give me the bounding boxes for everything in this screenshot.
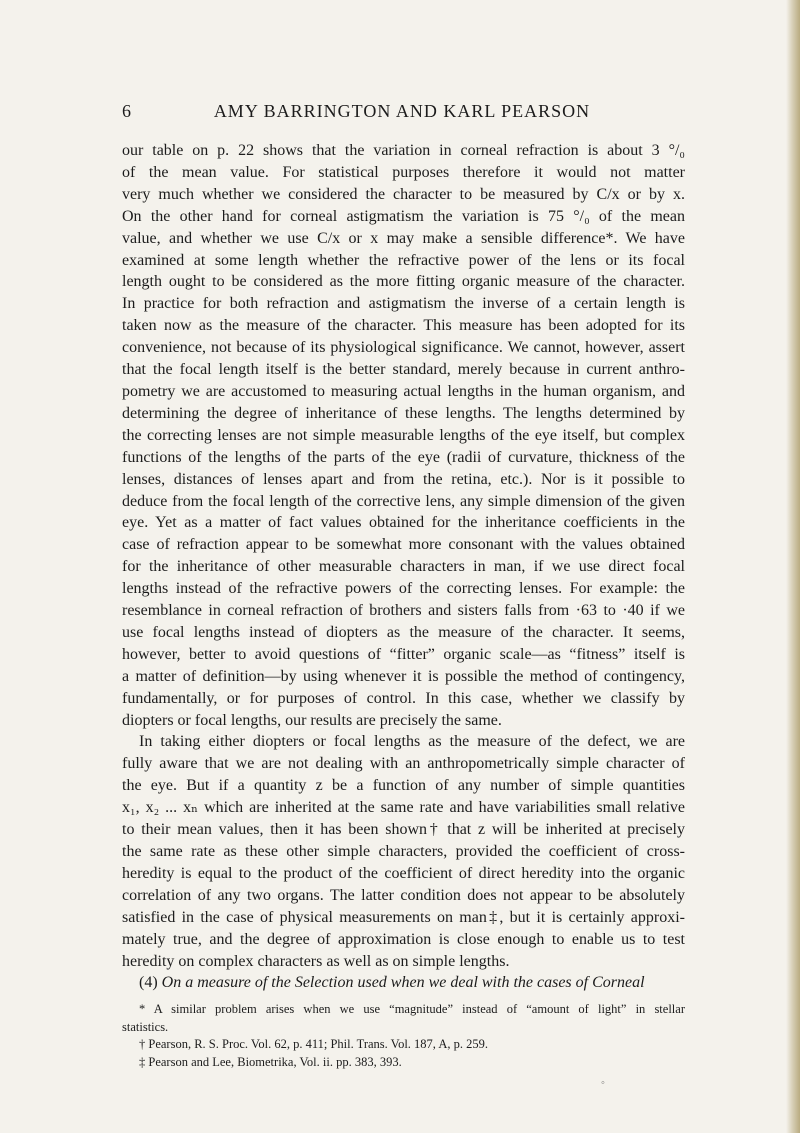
- body-line: diopters or focal lengths, our results are precisely the same.: [122, 711, 502, 729]
- running-title: AMY BARRINGTON AND KARL PEARSON: [213, 101, 591, 121]
- footnote-line: ‡ Pearson and Lee, Biometrika, Vol. ii. pp. 383, 393.: [139, 1054, 402, 1069]
- body-line: heredity on complex characters as well as on simple lengths.: [122, 952, 510, 970]
- body-line: heredity is equal to the product of the coefficient of direct heredity into the organic: [122, 864, 685, 882]
- body-line: fundamentally, or for purposes of control. In this case, whether we classify by: [122, 689, 685, 707]
- section-heading: [122, 972, 685, 994]
- footnote-line: * A similar problem arises when we use “magnitude” instead of “amount of light” in stellar: [139, 1002, 685, 1016]
- body-line: functions of the lengths of the parts of the eye (radii of curvature, thickness of the: [122, 448, 685, 466]
- body-line: correlation of any two organs. The latter condition does not appear to be absolutely: [122, 886, 685, 904]
- body-line: taken now as the measure of the character. This measure has been adopted for its: [122, 317, 685, 335]
- footnote-line: † Pearson, R. S. Proc. Vol. 62, p. 411; Phil. Trans. Vol. 187, A, p. 259.: [139, 1037, 489, 1051]
- body-line: fully aware that we are not dealing with an anthropometrically simple character of: [122, 755, 685, 773]
- body-line: the correcting lenses are not simple measurable lengths of the eye itself, but complex: [122, 426, 685, 444]
- body-line: length ought to be considered as the more fitting organic measure of the character.: [122, 273, 685, 291]
- page-header: [122, 101, 682, 125]
- body-line: In practice for both refraction and astigmatism the inverse of a certain length is: [122, 295, 685, 313]
- body-line: lengths instead of the refractive powers of the correcting lenses. For example: the: [122, 580, 685, 598]
- section-heading-text: On a measure of the Selection used when we deal with the cases of Corneal: [161, 974, 645, 992]
- body-line: value, and whether we use C/x or x may make a sensible difference*. We have: [122, 229, 685, 247]
- body-line: pometry we are accustomed to measuring actual lengths in the human organism, and: [122, 382, 685, 400]
- body-line: for the inheritance of other measurable characters in man, if we use direct focal: [122, 558, 685, 576]
- body-line: deduce from the focal length of the corrective lens, any simple dimension of the given: [122, 492, 685, 510]
- body-line: In taking either diopters or focal lengths as the measure of the defect, we are: [139, 733, 685, 751]
- body-line: determining the degree of inheritance of these lengths. The lengths determined by: [122, 404, 685, 422]
- body-line: use focal lengths instead of diopters as the measure of the character. It seems,: [122, 623, 685, 641]
- body-line: mately true, and the degree of approximation is close enough to enable us to test: [122, 930, 685, 948]
- body-line: that the focal length itself is the better standard, merely because in current anthro-: [122, 361, 685, 379]
- body-line: examined at some length whether the refractive power of the lens or its focal: [122, 251, 685, 269]
- printer-mark: ◦: [601, 1077, 605, 1089]
- body-text: [122, 140, 685, 994]
- footnote-line: statistics.: [122, 1019, 169, 1034]
- body-line: convenience, not because of its physiological significance. We cannot, however, assert: [122, 339, 685, 357]
- body-line: resemblance in corneal refraction of brothers and sisters falls from ·63 to ·40 if we: [122, 602, 685, 620]
- page-number: 6: [122, 101, 131, 121]
- body-line: On the other hand for corneal astigmatism the variation is 75 °/₀ of the mean: [122, 207, 685, 225]
- body-line: the same rate as these other simple characters, provided the coefficient of cross-: [122, 843, 685, 860]
- body-line: our table on p. 22 shows that the variation in corneal refraction is about 3 °/₀: [122, 142, 685, 159]
- body-line: of the mean value. For statistical purposes therefore it would not matter: [122, 163, 685, 181]
- body-line: a matter of definition—by using whenever it is possible the method of contingency,: [122, 667, 685, 685]
- body-line: to their mean values, then it has been shown† that z will be inherited at precisely: [122, 821, 685, 839]
- body-line: x₁, x₂ ... xₙ which are inherited at the same rate and have variabilities small relative: [122, 799, 685, 817]
- body-line: lenses, distances of lenses apart and from the retina, etc.). Nor is it possible to: [122, 470, 685, 488]
- body-line: satisfied in the case of physical measurements on man‡, but it is certainly approxi-: [122, 908, 685, 926]
- body-line: the eye. But if a quantity z be a function of any number of simple quantities: [122, 777, 685, 795]
- body-line: eye. Yet as a matter of fact values obtained for the inheritance coefficients in the: [122, 514, 685, 532]
- body-line: very much whether we considered the character to be measured by C/x or by x.: [122, 185, 685, 203]
- page-edge-shadow: [786, 0, 800, 1133]
- section-number: (4): [139, 974, 158, 992]
- body-line: however, better to avoid questions of “fitter” organic scale—as “fitness” itself is: [122, 645, 685, 663]
- footnotes: [122, 1001, 685, 1071]
- body-line: case of refraction appear to be somewhat more consonant with the values obtained: [122, 536, 685, 554]
